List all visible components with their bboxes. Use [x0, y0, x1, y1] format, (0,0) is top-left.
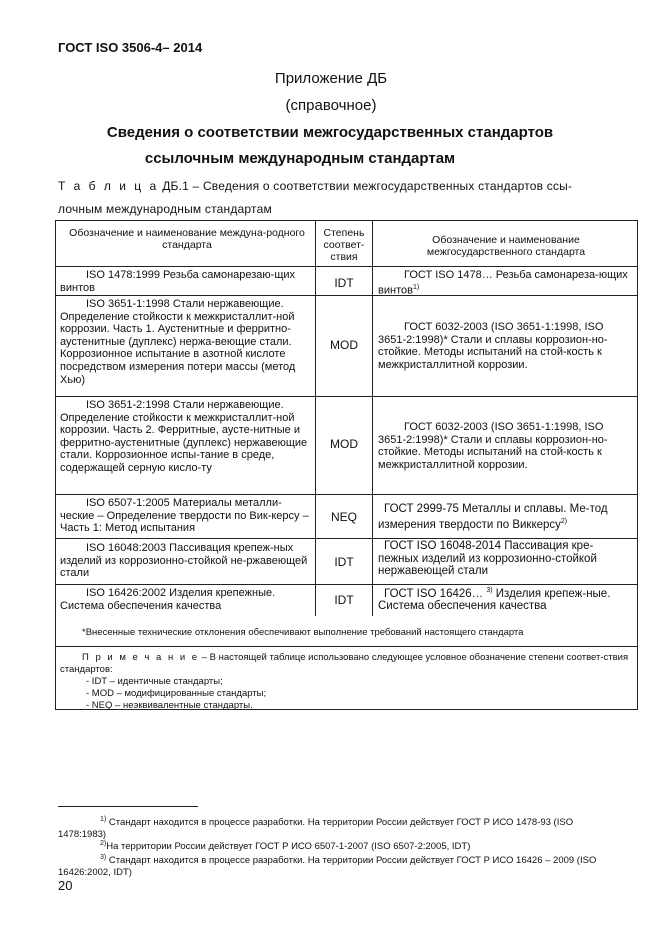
appendix-heading-line2: ссылочным международным стандартам [144, 150, 456, 167]
table-row-6-intl: ISO 16426:2002 Изделия крепежные. Система обеспечения качества [60, 587, 276, 612]
table-row-3-intl: ISO 3651-2:1998 Стали нержавеющие. Определение стойкости к межкристаллит-ной коррозии. Часть 2. Ферритные, аусте-нитные и ферритно-аустенитные (дуплекс) нержавеющие стали. Коррозионное испы-тание в среде, содержащей серную кисло-ту [60, 399, 308, 474]
table-row-1-national-text: ГОСТ ISO 1478… Резьба самонареза-ющих винтов [378, 269, 628, 297]
table-row-5-intl: ISO 16048:2003 Пассивация крепеж-ных изделий из коррозионно-стойкой не-ржавеющей стали [60, 542, 308, 580]
table-row-2-national: ГОСТ 6032-2003 (ISO 3651-1:1998, ISO 3651-2:1998)* Стали и сплавы коррозион-но-стойкие. Методы испытаний на стой-кость к межкристаллитной коррозии. [378, 321, 608, 371]
row-divider [56, 396, 637, 397]
table-caption-line2: лочным международным стандартам [58, 202, 272, 216]
table-note-paragraph [60, 652, 630, 676]
table-row-1-degree: IDT [334, 277, 354, 290]
header-national-standard: Обозначение и наименование межгосударственного стандарта [426, 234, 586, 258]
footnote-ref-3: 3) [486, 587, 493, 594]
appendix-title: Приложение ДБ [274, 70, 388, 87]
column-divider [315, 221, 316, 616]
table-note-item: - IDT – идентичные стандарты; [86, 676, 223, 687]
page-footnote-2-mark: 2) [100, 840, 107, 847]
table-row-1-national [378, 269, 633, 297]
comparison-table [55, 220, 638, 710]
table-star-footnote: *Внесенные технические отклонения обеспечивают выполнение требований настоящего стандарта [82, 627, 524, 638]
page-footnote-1-mark: 1) [100, 816, 107, 823]
table-note-item: - MOD – модифицированные стандарты; [86, 688, 267, 699]
table-row-2-degree: MOD [330, 339, 358, 352]
table-row-2-intl: ISO 3651-1:1998 Стали нержавеющие. Определение стойкости к межкристаллит-ной коррозии. Часть 1. Аустенитные и ферритно-аустенитные (дуплекс) нержа-веющие стали. Коррозионное испытание в азотной кислоте посредством измерения потери массы (метод Хью) [60, 298, 296, 386]
table-row-6-degree: IDT [334, 594, 354, 607]
appendix-heading-line1: Сведения о соответствии межгосударственных стандартов [106, 124, 554, 141]
document-code: ГОСТ ISO 3506-4– 2014 [58, 40, 203, 55]
appendix-subtitle: (справочное) [285, 97, 377, 114]
page-number: 20 [58, 878, 73, 893]
column-divider [372, 221, 373, 616]
footnote-separator [58, 806, 198, 807]
table-caption-text: ДБ.1 – Сведения о соответствии межгосударственных стандартов ссы- [162, 179, 573, 193]
header-degree: Степень соответ-ствия [323, 227, 365, 263]
row-divider [56, 266, 637, 267]
table-row-6-national-tail: Изделия крепеж-ные. Система обеспечения качества [378, 587, 611, 613]
row-divider [56, 538, 637, 539]
row-divider [56, 494, 637, 495]
table-note [60, 652, 630, 712]
table-row-1-intl: ISO 1478:1999 Резьба самонарезаю-щих винтов [60, 269, 296, 294]
page-footnote-3-text: Стандарт находится в процессе разработки. На территории России действует ГОСТ Р ИСО 16426 – 2009 (ISO 16426:2002, IDT) [58, 855, 597, 879]
table-row-5-degree: IDT [334, 556, 354, 569]
footnote-ref-2: 2) [560, 517, 568, 525]
header-intl-standard: Обозначение и наименование междуна-родного стандарта [69, 227, 305, 251]
table-row-4-national-text: ГОСТ 2999-75 Металлы и сплавы. Ме-тод измерения твердости по Виккерсу [378, 503, 608, 531]
table-caption-label: Т а б л и ц а [58, 179, 159, 193]
table-row-5-national: ГОСТ ISO 16048-2014 Пассивация кре-пежных изделий из коррозионно-стойкой нержавеющей стали [378, 540, 597, 578]
page-footnote-3-mark: 3) [100, 854, 107, 861]
page-footnote-1-text: Стандарт находится в процессе разработки. На территории России действует ГОСТ Р ИСО 1478-93 (ISO 1478:1983) [58, 817, 574, 841]
table-row-6-national-text: ГОСТ ISO 16426… [384, 587, 487, 600]
row-divider [56, 646, 637, 647]
footnote-ref-1: 1) [412, 283, 420, 291]
table-note-item: - NEQ – неэквивалентные стандарты. [86, 700, 253, 711]
table-row-4-degree: NEQ [330, 511, 357, 524]
table-note-text: – В настоящей таблице использовано следующее условное обозначение степени соответ-ствия стандартов: [60, 652, 629, 675]
table-row-3-degree: MOD [330, 438, 358, 451]
table-note-label: П р и м е ч а н и е [82, 652, 200, 663]
table-row-4-national [378, 503, 633, 531]
page-footnote-2 [58, 838, 618, 853]
table-caption [58, 179, 618, 193]
table-row-6-national [378, 585, 633, 613]
table-row-4-intl: ISO 6507-1:2005 Материалы металли-ческие – Определение твердости по Вик-керсу – Часть 1: Метод испытания [60, 497, 309, 535]
page-footnote-3 [58, 852, 618, 879]
table-row-3-national: ГОСТ 6032-2003 (ISO 3651-1:1998, ISO 3651-2:1998)* Стали и сплавы коррозион-но-стойкие. Методы испытаний на стой-кость к межкристаллитной коррозии. [378, 421, 608, 471]
page-footnote-2-text: На территории России действует ГОСТ Р ИСО 6507-1-2007 (ISO 6507-2:2005, IDT) [106, 841, 471, 853]
